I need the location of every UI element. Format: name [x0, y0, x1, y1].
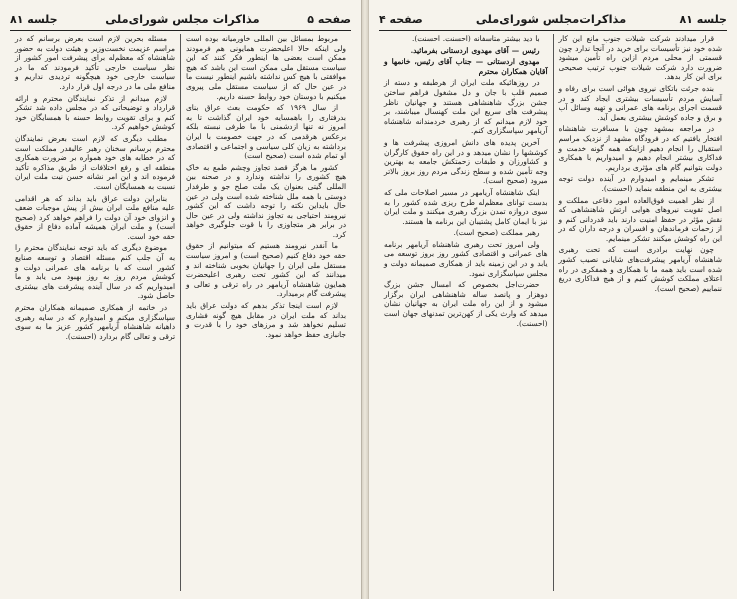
paragraph: از نظر اهمیت فوق‌العاده امور دفاعی مملکت و اصل تقویت نیروهای هوایی ارتش شاهنشاهی که نقش مؤثر در حفظ امنیت دارند باید قدردانی کنم و از زحمات فرماندهان و افسران و درجه داران که در این راه کوشش میکنند تشکر مینمایم. [558, 195, 722, 243]
left-page-session: جلسه ۸۱ [10, 12, 58, 26]
speaker-line: رئیس — آقای مهدوی اردستانی بفرمائید. [410, 45, 540, 55]
right-page-header [379, 8, 727, 31]
paragraph: کشور ما هرگز قصد تجاوز وچشم طمع به خاک هیچ کشوری را نداشته وندارد و در صحنه بین المللی گیتی بعنوان یک ملت صلح جو و طرفدار دوستی با همه ملل شناخته شده است ولی در عین حال بایداین نکته را توجه داشت که این کشور نیرومند احتیاجی به تجاوز نداشته ولی در عین حال در برابر هر متجاوزی را با قوت جلوگیری خواهد کرد. [186, 162, 346, 239]
paragraph: حضرت‌اجل بخصوص که امسال جشن بزرگ دوهزار و پانصد ساله شاهنشاهی ایران برگزار میشود و از این راه ملت ایران به جهانیان نشان میدهد که وارث یکی از کهن‌ترین تمدنهای جهان است (احسنت). [384, 280, 548, 328]
left-page-title: مذاکرات مجلس شورای‌ملی [105, 12, 260, 26]
right-page-session: جلسه ۸۱ [679, 12, 727, 26]
paragraph: مطلب دیگری که لازم است بعرض نمایندگان محترم برسانم سخنان رهبر عالیقدر مملکت است که در خطابه های خود همواره بر ضرورت همکاری منطقه ای و رفع اختلافات از طریق مذاکره تأکید فرموده اند و این امر نشانه حسن نیت ملت ایران نسبت به همسایگان است. [15, 133, 175, 191]
left-page-col-right [181, 34, 351, 591]
paragraph: لازم است اینجا تذکر بدهم که دولت عراق باید بداند که ملت ایران در مقابل هیچ گونه فشاری تسلیم نخواهد شد و مرزهای خود را با قدرت و جانبازی حفظ خواهد نمود. [186, 301, 346, 339]
paragraph: مسئله بحرین لازم است بعرض برسانم که در مراسم عزیمت نخست‌وزیر و هیئت دولت به حضور شاهنشاه که معظم‌له برای پیشرفت امور کشور از نظر سیاست خارجی تأکید فرمودند که ما در سیاست خارجی خود هیچگونه تردیدی نداریم و منافع ملی ما در درجه اول قرار دارد. [15, 34, 175, 91]
paragraph: بنابراین دولت عراق باید بداند که هر اقدامی علیه منافع ملت ایران بیش از پیش موجبات ضعف و انزوای خود آن دولت را فراهم خواهد کرد (صحیح است) و ملت ایران همیشه آماده دفاع از حقوق حقه خود است. [15, 193, 175, 241]
paragraph: بنده جرئت باتکای نیروی هوائی است برای رفاه و آسایش مردم تأسیسات بیشتری ایجاد کند و در قسمت اجرای برنامه های عمرانی و تهیه وسائل آب و برق و جاده کوشش بیشتری بعمل آید. [558, 83, 722, 122]
paragraph: از سال ۱۹۶۹ که حکومت بعث عراق بنای بدرفتاری را باهمسایه خود ایران گذاشت تا به امروز نه تنها ازدشمنی با ما طرفی نبسته بلکه برعکس هرقدمی که در جهت خصومت با ایران برداشته به زیان کلی سیاسی و اجتماعی و اقتصادی او تمام شده است (صحیح است) [186, 103, 346, 161]
paragraph: در خاتمه از همکاری صمیمانه همکاران محترم سپاسگزاری میکنم و امیدوارم که در سایه رهبری داهیانه شاهنشاه آریامهر کشور عزیز ما به سوی ترقی و تعالی گام بردارد (احسنت). [15, 303, 175, 341]
right-page-col-left [379, 34, 554, 591]
left-page-columns [10, 34, 351, 591]
right-page-col-right [554, 34, 728, 591]
right-page-title: مذاکرات‌مجلس شورای‌ملی [475, 12, 627, 26]
paragraph: قرار میدادند شرکت شیلات جنوب مانع این کار شده خود نیز تأسیسات برای خرید در آنجا ندارد چون قسمتی از محلی مردم ازاین راه تأمین میشود ضرورت دارد شرکت شیلات جنوب ترتیب صحیحی برای این کار بدهد. [558, 34, 722, 82]
paragraph: در روزهائیکه ملت ایران از هرطبقه و دسته از صمیم قلب با جان و دل مشغول فراهم ساختن جشن بزرگ شاهنشاهی هستند و جهانیان ناظر پیشرفت های سریع این ملت کهنسال میباشند، بر خود لازم میدانم که از رهبری خردمندانه شاهنشاه آریامهر سپاسگزاری کنم. [384, 78, 548, 136]
right-page [368, 0, 737, 599]
right-page-number: صفحه ۴ [379, 12, 423, 26]
paragraph: ما آنقدر نیرومند هستیم که میتوانیم از حقوق حقه خود دفاع کنیم (صحیح است) و امروز سیاست مستقل ملی ایران را جهانیان بخوبی شناخته اند و میدانند که این کشور تحت رهبری اعلیحضرت همایون شاهنشاه آریامهر در راه ترقی و تعالی و پیشرفت گام برمیدارد. [186, 241, 346, 299]
paragraph: ولی امروز تحت رهبری شاهنشاه آریامهر برنامه های عمرانی و اقتصادی کشور روز بروز توسعه می یابد و در این زمینه باید از همکاری صمیمانه دولت و مجلس سپاسگزاری نمود. [384, 239, 548, 278]
right-page-columns [379, 34, 727, 591]
left-page-number: صفحه ۵ [307, 12, 351, 26]
speaker-line: مهدوی اردستانی — جناب آقای رئیس، خانمها و آقایان همکاران محترم [384, 57, 548, 76]
left-page-header [10, 8, 351, 31]
paragraph: اینک شاهنشاه آریامهر در مسیر اصلاحات ملی که بدست توانای معظم‌له طرح ریزی شده کشور را به سوی دروازه تمدن بزرگ رهبری میکنند و ملت ایران نیز با ایمان کامل پشتیبان این برنامه ها هستند. [384, 187, 548, 226]
paragraph: چون نهایت برادری است که تحت رهبری شاهنشاه آریامهر پیشرفت‌های شایانی نصیب کشور شده است باید همه ما با همکاری و همفکری در راه اعتلای مملکت کوشش کنیم و از هیچ فداکاری دریغ ننماییم (صحیح است). [558, 245, 722, 293]
paragraph: آخرین پدیده های دانش امروزی پیشرفت ها و کوششها را نشان میدهد و در این راه حقوق کارگران و کشاورزان و طبقات زحمتکش جامعه به بهترین وجه تأمین شده و سطح زندگی مردم روز بروز بالاتر میرود (صحیح است). [384, 137, 548, 186]
paragraph: در مراجعه بمشهد چون با مسافرت شاهنشاه افتخار یافتیم که در فرودگاه مشهد از نزدیک مراسم استقبال را انجام دهیم ازاینکه همه گونه خدمت و فداکاری بیشتر انجام دهیم و امیدواریم با همکاری دولت بتوانیم گام های مؤثری برداریم. [558, 124, 722, 172]
paragraph: با دید بیشتر متاسفانه (احسنت. احسنت). [412, 34, 540, 43]
paragraph: موضوع دیگری که باید توجه نمایندگان محترم را به آن جلب کنم مسئله اقتصاد و توسعه صنایع کشور است که با برنامه های عمرانی دولت و کوشش مردم روز به روز بهبود می یابد و ما امیدواریم که در سال آینده پیشرفت های بیشتری حاصل شود. [15, 243, 175, 301]
paragraph: لازم میدانم از تذکر نمایندگان محترم و ارائه قرارداد و توضیحاتی که در مجلس داده شد تشکر کنم و برای تقویت روابط حسنه با همسایگان خود کوشش خواهیم کرد. [15, 93, 175, 132]
paragraph: تشکر مینمایم و امیدوارم در آینده دولت توجه بیشتری به این منطقه بنماید (احسنت). [558, 174, 722, 193]
paragraph: مربوط بمسائل بین المللی خاورمیانه بوده است ولی اینکه حالا اعلیحضرت همایونی هم فرمودند ممکن است بعضی ها اینطور فکر کنند که این سیاست مستقل ملی ممکن است این باشد که هیچ موافقتی با هیچ کس نداشته باشیم اینطور نیست ما در عین حال که از سیاست مستقل ملی پیروی میکنیم با دوستان خود روابط حسنه داریم. [186, 34, 346, 101]
left-page-col-left [10, 34, 181, 591]
paragraph: رهبر مملکت (صحیح است). [453, 228, 540, 238]
left-page [0, 0, 362, 599]
